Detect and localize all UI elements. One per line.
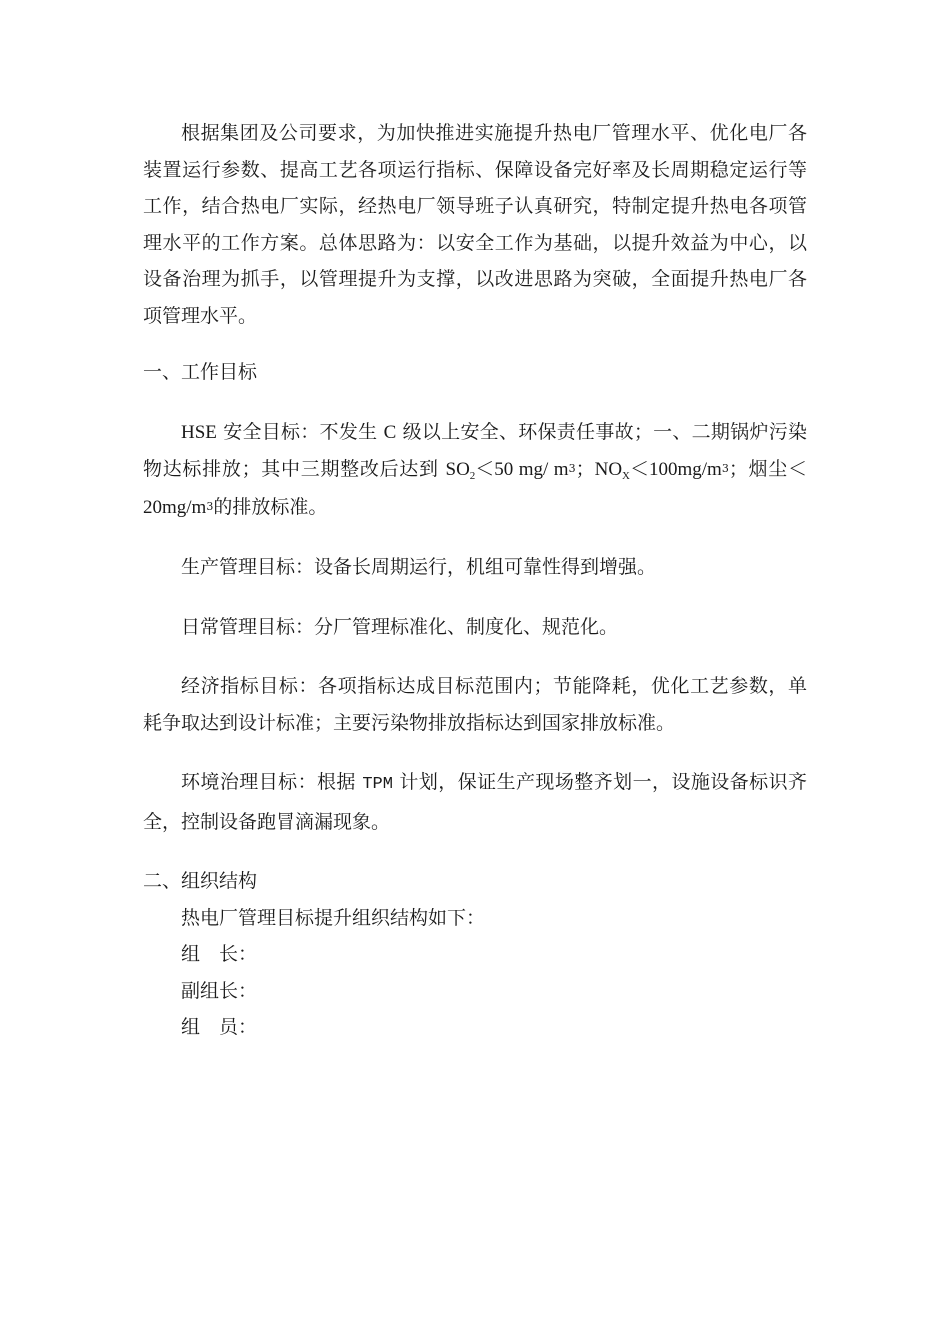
org-deputy-line: 副组长： — [181, 979, 258, 1002]
hse-text-2: 级以上安全、环保责任事故；一、二期锅炉污染物达标排放；其中三期整改后达到 — [143, 420, 807, 480]
daily-goal-paragraph: 日常管理目标：分厂管理标准化、制度化、规范化。 — [181, 615, 619, 638]
separator-2: ；烟尘＜ — [728, 458, 807, 480]
hse-prefix: HSE — [181, 421, 217, 443]
nox-limit: ＜100mg/m — [630, 459, 722, 480]
hse-grade: C — [383, 421, 397, 443]
dust-unit-superscript: 3 — [206, 499, 214, 513]
nox-subscript: X — [622, 470, 630, 482]
hse-text-1: 安全目标：不发生 — [216, 420, 384, 443]
environment-text-2: 计划，保证生产现场整齐划一，设施设备标识齐全，控制设备跑冒滴漏现象。 — [143, 771, 808, 833]
hse-tail: 的排放标准。 — [213, 495, 328, 518]
document-page — [143, 115, 807, 1046]
tpm-acronym: TPM — [362, 775, 393, 794]
economic-goal-paragraph: 经济指标目标：各项指标达成目标范围内；节能降耗，优化工艺参数，单耗争取达到设计标准；主要污染物排放指标达到国家排放标准。 — [143, 675, 807, 734]
so2-main: SO — [445, 459, 470, 480]
separator-1: ； — [575, 458, 595, 480]
so2-subscript: 2 — [469, 470, 476, 482]
intro-paragraph: 根据集团及公司要求，为加快推进实施提升热电厂管理水平、优化电厂各装置运行参数、提高工艺各项运行指标、保障设备完好率及长周期稳定运行等工作，结合热电厂实际，经热电厂领导班子认真研究，特制定提升热电各项管理水平的工作方案。总体思路为：以安全工作为基础，以提升效益为中心，以设备治理为抓手，以管理提升为支撑，以改进思路为突破，全面提升热电厂各项管理水平。 — [143, 122, 807, 327]
organization-intro: 热电厂管理目标提升组织结构如下： — [181, 906, 486, 929]
section-heading-work-goals: 一、工作目标 — [143, 361, 258, 383]
nox-unit-superscript: 3 — [721, 462, 729, 475]
so2-formula — [446, 459, 476, 480]
so2-limit: ＜50 mg/ m — [475, 459, 569, 480]
dust-limit: 20mg/m — [143, 496, 207, 518]
environment-text-1: 环境治理目标：根据 — [181, 771, 363, 793]
org-leader-line: 组 长： — [181, 943, 258, 965]
hse-goal-paragraph — [143, 414, 807, 527]
nox-main: NO — [594, 459, 623, 480]
production-goal-paragraph: 生产管理目标：设备长周期运行，机组可靠性得到增强。 — [181, 556, 657, 578]
org-members-line: 组 员： — [181, 1016, 258, 1038]
section-heading-organization: 二、组织结构 — [143, 870, 258, 892]
nox-formula — [595, 459, 630, 480]
environment-goal-paragraph — [143, 764, 807, 840]
so2-unit-superscript: 3 — [568, 462, 576, 475]
